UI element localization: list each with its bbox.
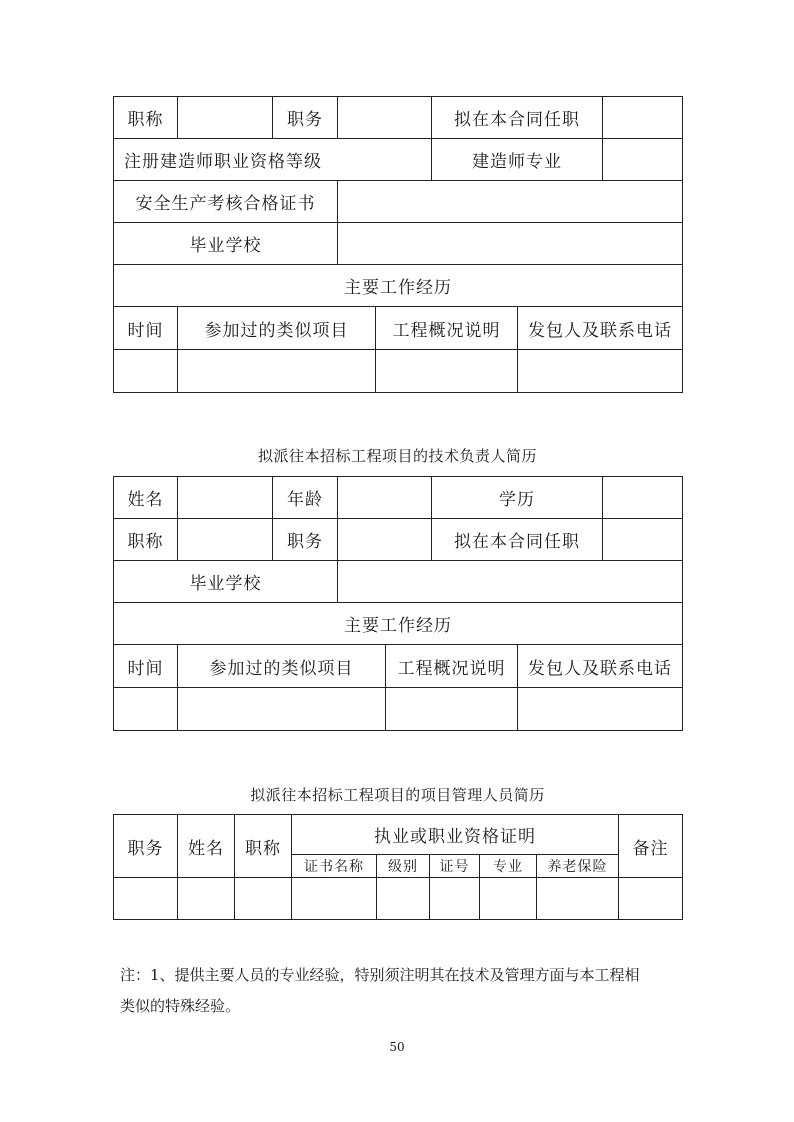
label-graduated-school: 毕业学校 [114,223,338,265]
value-title[interactable] [178,519,273,561]
header-project-overview: 工程概况说明 [376,307,518,350]
caption-management-staff: 拟派往本招标工程项目的项目管理人员简历 [250,786,545,804]
table-work-experience-1 [113,306,683,393]
subheader-level: 级别 [377,855,430,878]
footnote-line-2: 类似的特殊经验。 [120,997,241,1015]
cell-certificate-name[interactable] [292,878,377,920]
value-name[interactable] [178,477,273,519]
cell-project-overview[interactable] [376,350,518,393]
cell-employer-contact[interactable] [518,688,683,731]
section-work-experience: 主要工作经历 [114,603,683,645]
header-qualification-certificate: 执业或职业资格证明 [292,815,619,855]
value-contract-role[interactable] [603,97,683,139]
subheader-certificate-name: 证书名称 [292,855,377,878]
cell-remark[interactable] [619,878,683,920]
value-graduated-school[interactable] [338,561,683,603]
label-contract-role: 拟在本合同任职 [432,519,603,561]
header-employer-contact: 发包人及联系电话 [518,645,683,688]
label-safety-certificate: 安全生产考核合格证书 [114,181,338,223]
label-education: 学历 [432,477,603,519]
cell-similar-projects[interactable] [178,350,376,393]
value-title[interactable] [178,97,273,139]
header-position: 职务 [114,815,178,878]
label-position: 职务 [273,97,338,139]
cell-specialty[interactable] [480,878,537,920]
table-key-personnel-continued [113,96,683,307]
header-time: 时间 [114,645,178,688]
label-constructor-specialty: 建造师专业 [432,139,603,181]
page-number: 50 [389,1040,405,1054]
cell-time[interactable] [114,350,178,393]
cell-position[interactable] [114,878,178,920]
value-position[interactable] [338,97,432,139]
cell-employer-contact[interactable] [518,350,683,393]
cell-certificate-number[interactable] [430,878,480,920]
value-age[interactable] [338,477,432,519]
header-similar-projects: 参加过的类似项目 [178,645,386,688]
header-project-overview: 工程概况说明 [386,645,518,688]
table-work-experience-2 [113,644,683,731]
value-position[interactable] [338,519,432,561]
header-name: 姓名 [178,815,235,878]
label-graduated-school: 毕业学校 [114,561,338,603]
value-safety-certificate[interactable] [338,181,683,223]
cell-name[interactable] [178,878,235,920]
label-name: 姓名 [114,477,178,519]
subheader-specialty: 专业 [480,855,537,878]
label-title: 职称 [114,519,178,561]
table-management-staff [113,814,683,920]
header-remark: 备注 [619,815,683,878]
header-time: 时间 [114,307,178,350]
value-constructor-specialty[interactable] [603,139,683,181]
label-position: 职务 [273,519,338,561]
subheader-certificate-number: 证号 [430,855,480,878]
header-employer-contact: 发包人及联系电话 [518,307,683,350]
cell-similar-projects[interactable] [178,688,386,731]
label-constructor-level: 注册建造师职业资格等级 [114,139,432,181]
value-graduated-school[interactable] [338,223,683,265]
table-technical-lead [113,476,683,645]
cell-level[interactable] [377,878,430,920]
value-contract-role[interactable] [603,519,683,561]
footnote-line-1: 注：1、提供主要人员的专业经验，特别须注明其在技术及管理方面与本工程相 [120,966,640,984]
label-contract-role: 拟在本合同任职 [432,97,603,139]
cell-pension-insurance[interactable] [537,878,619,920]
subheader-pension-insurance: 养老保险 [537,855,619,878]
cell-project-overview[interactable] [386,688,518,731]
value-education[interactable] [603,477,683,519]
label-title: 职称 [114,97,178,139]
cell-title[interactable] [235,878,292,920]
header-title: 职称 [235,815,292,878]
cell-time[interactable] [114,688,178,731]
section-work-experience: 主要工作经历 [114,265,683,307]
caption-technical-lead: 拟派往本招标工程项目的技术负责人简历 [257,447,537,465]
footnote [120,960,690,1022]
header-similar-projects: 参加过的类似项目 [178,307,376,350]
label-age: 年龄 [273,477,338,519]
